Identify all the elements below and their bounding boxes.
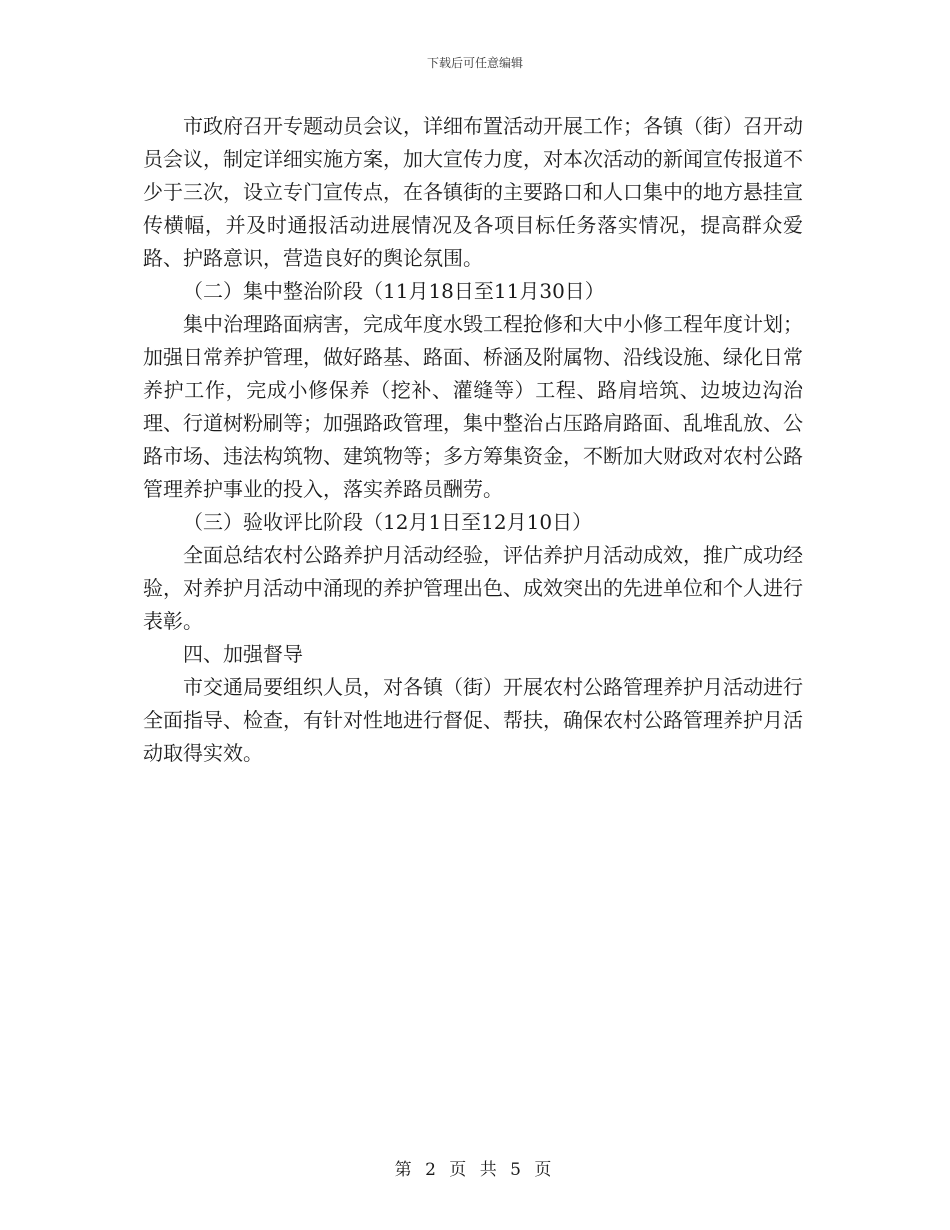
page-header-note: 下载后可任意编辑 xyxy=(426,56,523,70)
paragraph-rectification: 集中治理路面病害，完成年度水毁工程抢修和大中小修工程年度计划；加强日常养护管理，做好路基、路面、桥涵及附属物、沿线设施、绿化日常养护工作，完成小修保养（挖补、灌缝等）工程、路肩培筑、边坡边沟治理、行道树粉刷等；加强路政管理，集中整治占压路肩路面、乱堆乱放、公路市场、违法构筑物、建筑物等；多方筹集资金，不断加大财政对农村公路管理养护事业的投入，落实养路员酬劳。 xyxy=(143,312,803,501)
paragraph-mobilization: 市政府召开专题动员会议，详细布置活动开展工作；各镇（街）召开动员会议，制定详细实施方案，加大宣传力度，对本次活动的新闻宣传报道不少于三次，设立专门宣传点，在各镇街的主要路口和人口集中的地方悬挂宣传横幅，并及时通报活动进展情况及各项目标任务落实情况，提高群众爱路、护路意识，营造良好的舆论氛围。 xyxy=(143,114,803,270)
paragraph-acceptance: 全面总结农村公路养护月活动经验，评估养护月活动成效，推广成功经验，对养护月活动中涌现的养护管理出色、成效突出的先进单位和个人进行表彰。 xyxy=(143,543,803,633)
section-heading-rectification: （二）集中整治阶段（11月18日至11月30日） xyxy=(183,279,605,303)
section-heading-supervision: 四、加强督导 xyxy=(183,642,303,666)
section-heading-acceptance: （三）验收评比阶段（12月1日至12月10日） xyxy=(183,510,593,534)
document-body xyxy=(143,110,803,770)
paragraph-supervision: 市交通局要组织人员，对各镇（街）开展农村公路管理养护月活动进行全面指导、检查，有针对性地进行督促、帮扶，确保农村公路管理养护月活动取得实效。 xyxy=(143,675,803,765)
page-number: 第 2 页 共 5 页 xyxy=(394,1160,556,1180)
